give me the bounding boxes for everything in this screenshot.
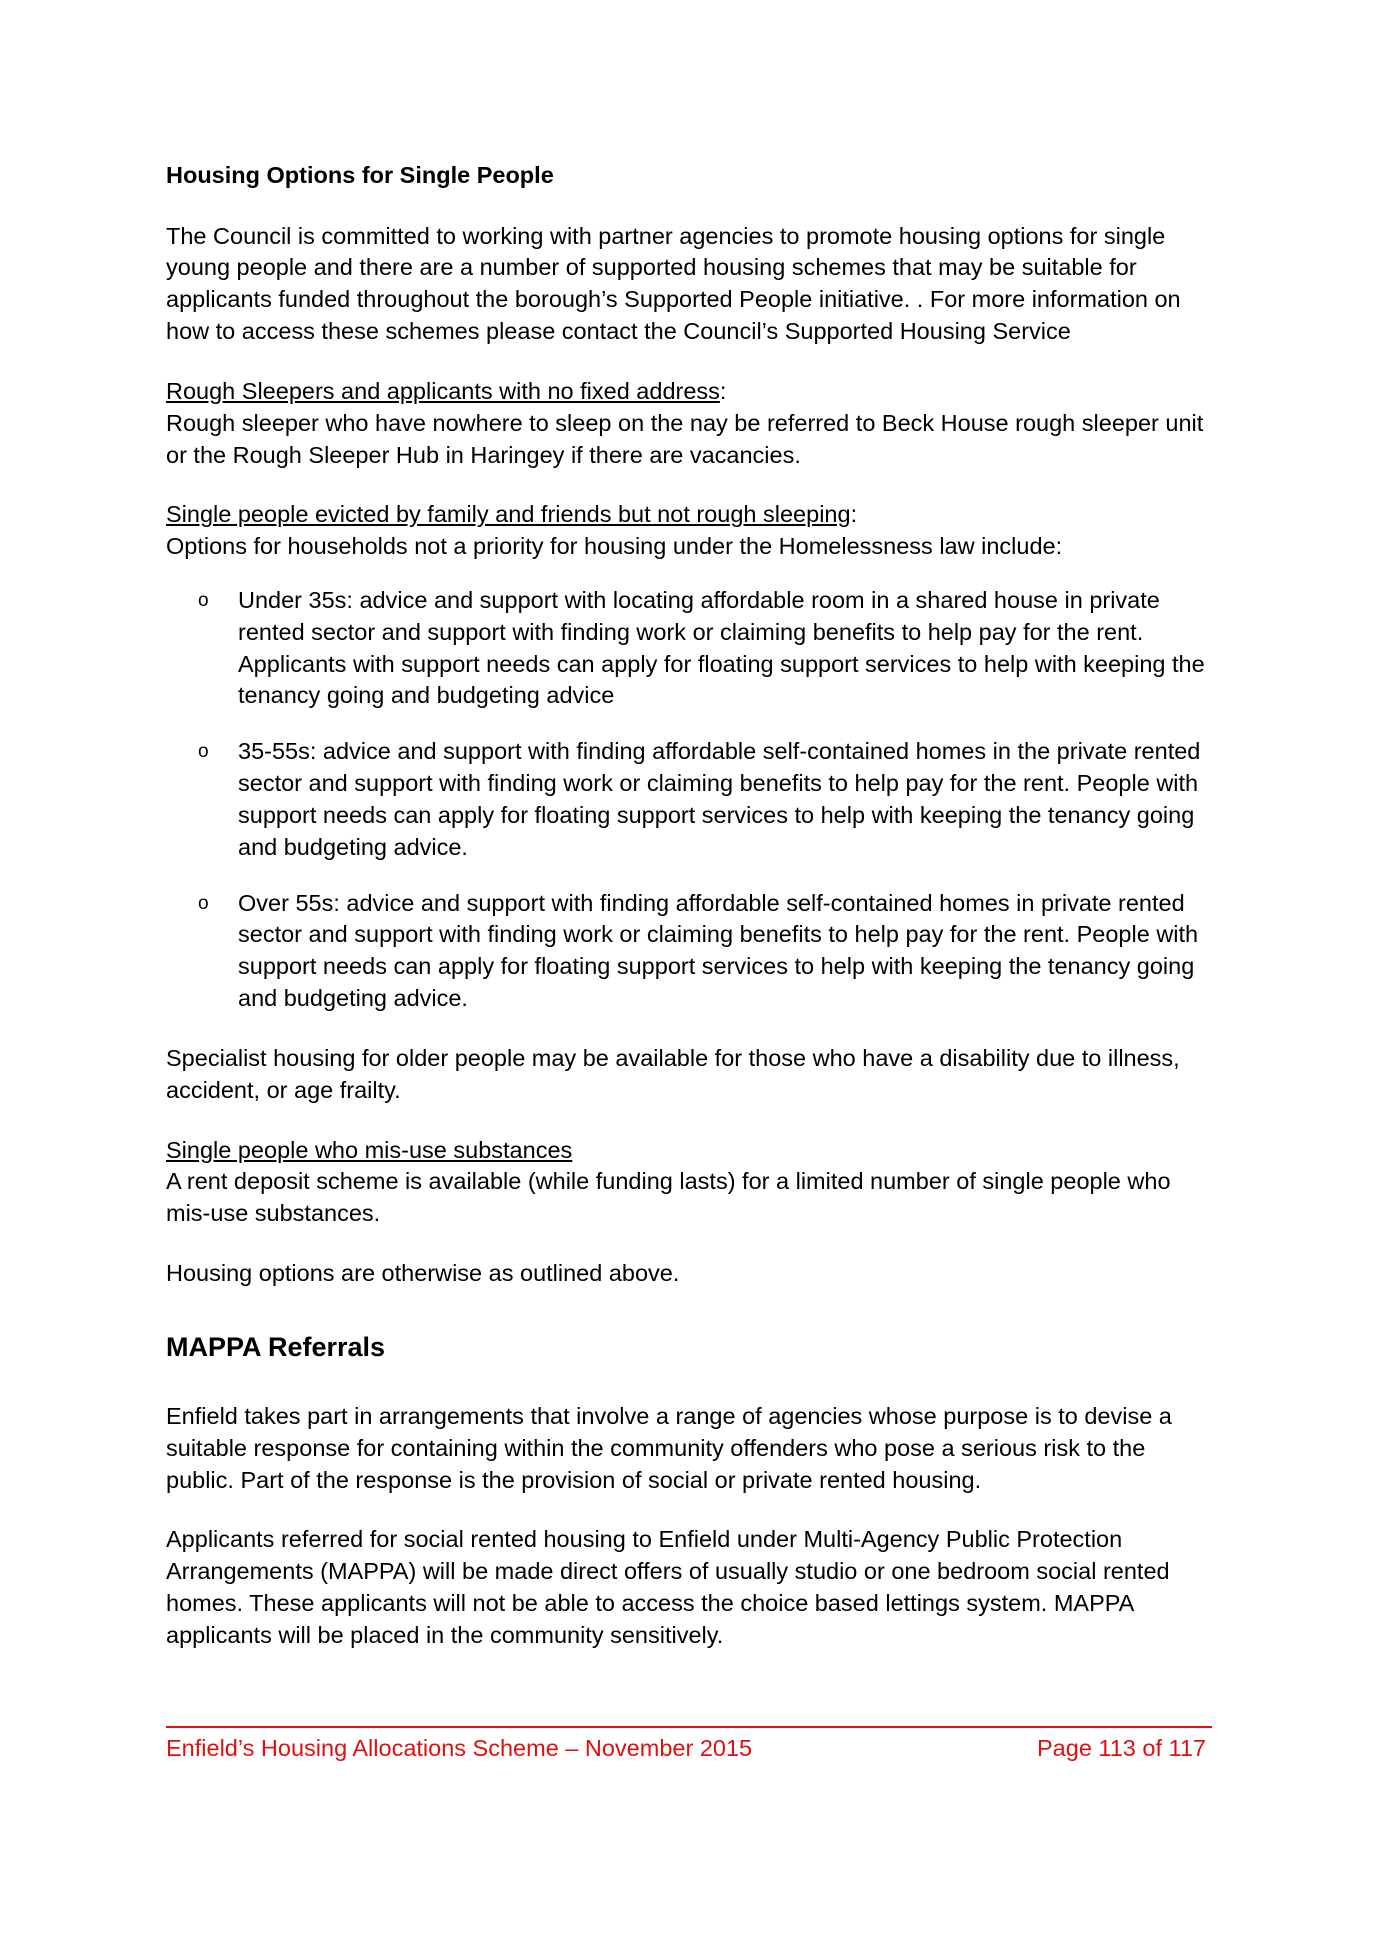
bullet-marker: o [198,590,209,611]
list-item-text: Under 35s: advice and support with locating affordable room in a shared house in private rented sector and support with finding work or claiming benefits to help pay for the rent. Applicants with support needs can apply for floating support services to help with keeping the tenancy going and budgeting advice [238,587,1205,709]
page-title: Housing Options for Single People [166,162,554,188]
subheading-rough-sleepers-label: Rough Sleepers and applicants with no fixed address [166,377,720,404]
closing-paragraph: Housing options are otherwise as outlined above. [166,1260,680,1287]
subheading-evicted-label: Single people evicted by family and friends but not rough sleeping [166,501,851,528]
subheading-rough-sleepers-suffix: : [719,377,727,404]
page-footer [166,1726,1212,1762]
evicted-body: Options for households not a priority for housing under the Homelessness law include: [166,533,1063,560]
list-item-text: Over 55s: advice and support with finding affordable self-contained homes in private rented sector and support with finding work or claiming benefits to help pay for the rent. People with support needs can apply for floating support services to help with keeping the tenancy going and budgeting advice. [238,889,1199,1012]
housing-options-list [166,585,1212,1015]
list-item [166,736,1212,863]
list-item [166,888,1212,1015]
mappa-paragraph-2: Applicants referred for social rented housing to Enfield under Multi-Agency Public Protection Arrangements (MAPPA) will be made direct offers of usually studio or one bedroom social rented homes. These applicants will not be able to access the choice based lettings system. MAPPA applicants will be placed in the community sensitively. [166,1526,1170,1648]
subheading-evicted [166,499,1212,531]
substances-body: A rent deposit scheme is available (while funding lasts) for a limited number of single people who mis-use substances. [166,1168,1171,1227]
rough-sleepers-body: Rough sleeper who have nowhere to sleep on the nay be referred to Beck House rough sleeper unit or the Rough Sleeper Hub in Haringey if there are vacancies. [166,409,1204,468]
intro-paragraph: The Council is committed to working with partner agencies to promote housing options for single young people and there are a number of supported housing schemes that may be suitable for applicants funded throughout the borough’s Supported People initiative. . For more information on how to access these schemes please contact the Council’s Supported Housing Service [166,222,1181,345]
subheading-substances [166,1135,1212,1167]
specialist-housing-paragraph: Specialist housing for older people may be available for those who have a disability due to illness, accident, or age frailty. [166,1044,1180,1103]
page-content [166,160,1212,1680]
footer-page-number: Page 113 of 117 [1037,1735,1206,1761]
subheading-substances-label: Single people who mis-use substances [166,1136,573,1163]
bullet-marker: o [198,892,209,914]
subheading-rough-sleepers [166,376,1212,408]
list-item-text: 35-55s: advice and support with finding affordable self-contained homes in the private rented sector and support with finding work or claiming benefits to help pay for the rent. People with support needs can apply for floating support services to help with keeping the tenancy going and budgeting advice. [238,738,1201,860]
mappa-heading: MAPPA Referrals [166,1331,386,1362]
footer-document-title: Enfield’s Housing Allocations Scheme – November 2015 [166,1735,753,1761]
subheading-evicted-suffix: : [850,501,858,528]
bullet-marker: o [198,741,209,763]
mappa-paragraph-1: Enfield takes part in arrangements that involve a range of agencies whose purpose is to devise a suitable response for containing within the community offenders who pose a serious risk to the public. Part of the response is the provision of social or private rented housing. [166,1403,1172,1493]
list-item [166,585,1212,712]
